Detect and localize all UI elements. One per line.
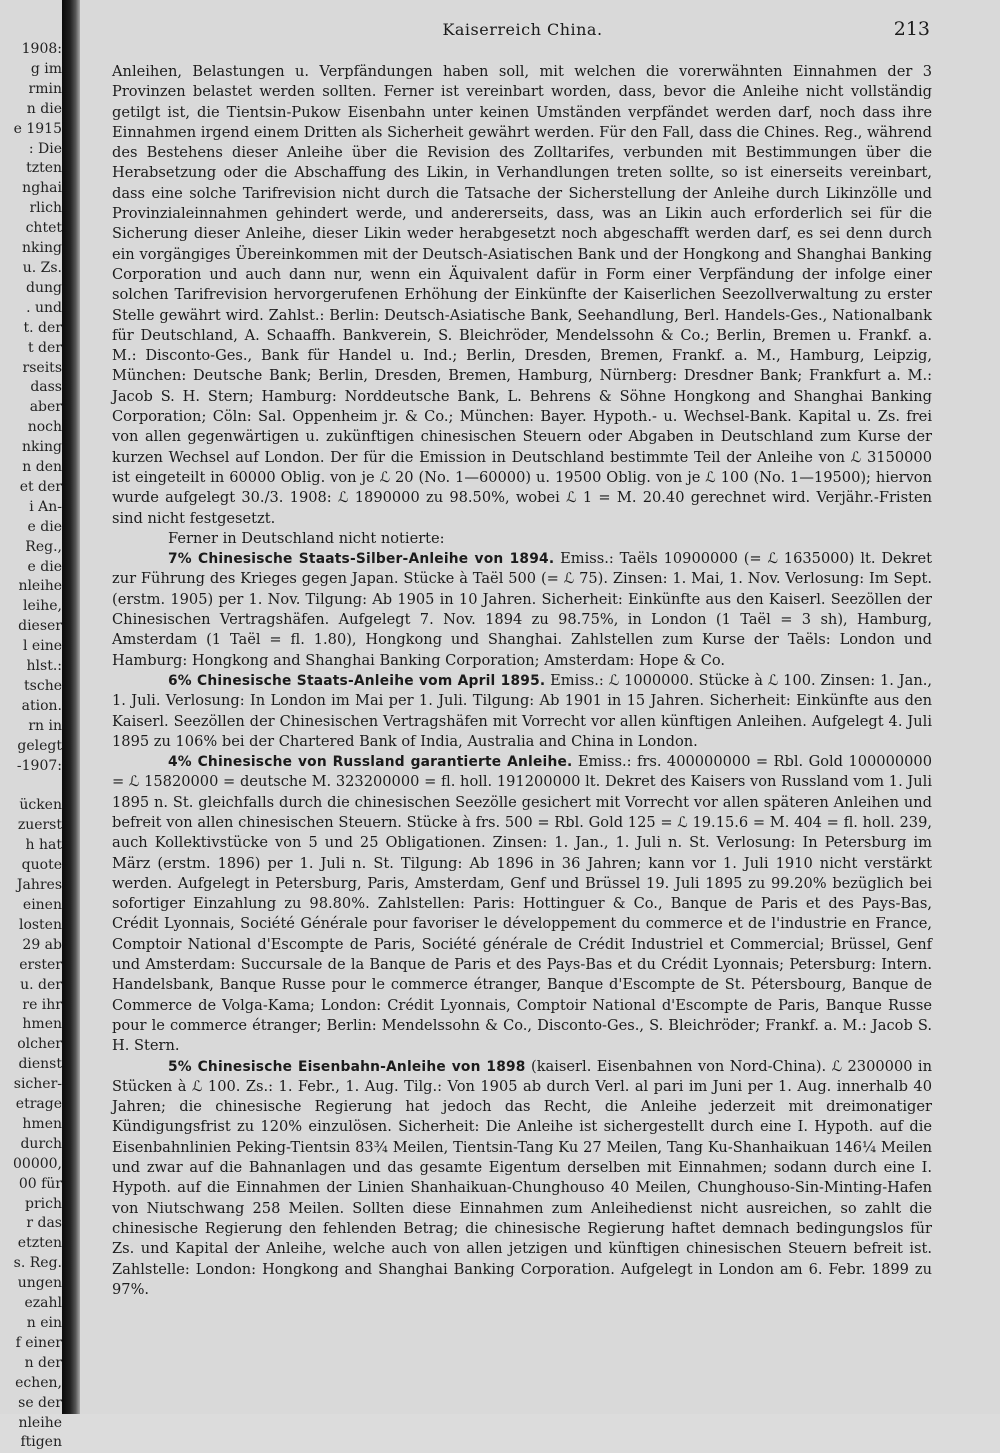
intro-paragraph: Anleihen, Belastungen u. Verpfändungen haben soll, mit welchen die vorerwähnten Einnahmen der 3 Provinzen belastet werden sollten. Ferner ist vereinbart worden, dass, bevor die Anleihe nicht vollständig getilgt ist, die Tientsin-Pukow Eisenbahn unter keinen Umständen verpfändet werden darf, noch dass ihre Einnahmen irgend einem Dritten als Sicherheit gewährt werden. Für den Fall, dass die Chines. Reg., während des Bestehens dieser Anleihe über die Revision des Zolltarifes, verbunden mit Bestimmungen über die Herabsetzung oder die Abschaffung des Likin, in Verhandlungen treten sollte, so ist einerseits vereinbart, dass eine solche Tarifrevision nicht durch die Tatsache der Sicherstellung der Anleihe durch Likinzölle und Provinzialeinnahmen gehindert werde, und andererseits, dass, was an Likin auch erforderlich sei für die Sicherung dieser Anleihe, dieser Likin weder herabgesetzt noch abgeschafft werden darf, es sei denn durch ein vorgängiges Übereinkommen mit der Deutsch-Asiatischen Bank und der Hongkong and Shanghai Banking Corporation und auch dann nur, wenn ein Äquivalent dafür in Form einer Verpfändung der infolge einer solchen Tarifrevision hervorgerufenen Erhöhung der Einkünfte der Kaiserlichen Seezollverwaltung zu erster Stelle gewährt wird. Zahlst.: Berlin: Deutsch-Asiatische Bank, Seehandlung, Berl. Handels-Ges., Nationalbank für Deutschland, A. Schaaffh. Bankverein, S. Bleichröder, Mendelssohn & Co.; Berlin, Bremen u. Frankf. a. M.: Disconto-Ges., Bank für Handel u. Ind.; Berlin, Dresden, Bremen, Frankf. a. M., Hamburg, Leipzig, München: Deutsche Bank; Berlin, Dresden, Bremen, Hamburg, Nürnberg: Dresdner Bank; Frankfurt a. M.: Jacob S. H. Stern; Hamburg: Norddeutsche Bank, L. Behrens & Söhne Hongkong and Shanghai Banking Corporation; Cöln: Sal. Oppenheim jr. & Co.; München: Bayer. Hypoth.- u. Wechsel-Bank. Kapital u. Zs. frei von allen gegenwärtigen u. zukünftigen chinesischen Steuern oder Abgaben in Deutschland zum Kurse der kurzen Wechsel auf London. Der für die Emission in Deutschland bestimmte Teil der Anleihe von ℒ 3150000 ist eingeteilt in 60000 Oblig. von je ℒ 20 (No. 1—60000) u. 19500 Oblig. von je ℒ 100 (No. 1—19500); hiervon wurde aufgelegt 30./3. 1908: ℒ 1890000 zu 98.50%, wobei ℒ 1 = M. 20.40 gerechnet wird. Verjähr.-Fristen sind nicht festgesetzt. (112, 63, 932, 527)
loan-section-title: 4% Chinesische von Russland garantierte Anleihe. (168, 754, 573, 771)
margin-fragment: echen, (15, 1374, 62, 1391)
margin-fragment: : Die (28, 140, 62, 157)
margin-fragment: sicher- (13, 1076, 62, 1093)
loan-section-title: 5% Chinesische Eisenbahn-Anleihe von 1898 (168, 1058, 526, 1075)
margin-fragment: hmen (22, 1016, 62, 1033)
loan-section-1895 (112, 671, 932, 752)
previous-page-margin-fragments (0, 40, 62, 1451)
margin-fragment: ftigen (20, 1434, 62, 1451)
margin-fragment: e 1915 (13, 120, 62, 137)
margin-fragment: nleihe (18, 1414, 62, 1431)
margin-fragment: 00 für (18, 1175, 62, 1192)
margin-fragment: t. der (23, 319, 62, 336)
subheading: Ferner in Deutschland nicht notierte: (168, 529, 445, 547)
margin-fragment: erster (19, 956, 62, 973)
margin-fragment: leihe, (23, 598, 62, 615)
margin-fragment: tsche (24, 678, 62, 694)
margin-fragment: se der (18, 1394, 62, 1411)
page-number: 213 (893, 18, 930, 40)
margin-fragment: nghai (22, 180, 62, 197)
margin-fragment: aber (29, 399, 62, 416)
margin-fragment: e die (27, 558, 62, 575)
margin-fragment: ücken (19, 797, 62, 814)
margin-fragment: hmen (22, 1115, 62, 1132)
margin-fragment: olcher (17, 1036, 62, 1053)
loan-section-text: Emiss.: Taëls 10900000 (= ℒ 1635000) lt. Dekret zur Führung des Krieges gegen Japan. Stücke à Taël 500 (= ℒ 75). Zinsen: 1. Mai, 1. Nov. Verlosung: Im Sept. (erstm. 1905) per 1. Nov. Tilgung: Ab 1905 in 10 Jahren. Sicherheit: Einkünfte aus den Kaiserl. Seezöllen der Chinesischen Vertragshäfen. Aufgelegt 7. Nov. 1894 zu 98.75%, in London (1 Taël = 3 sh), Hamburg, Amsterdam (1 Taël = fl. 1.80), Hongkong und Shanghai. Zahlstellen zum Kurse der Taëls: London und Hamburg: Hongkong and Shanghai Banking Corporation; Amsterdam: Hope & Co. (112, 550, 932, 669)
book-gutter-shadow (62, 0, 80, 1414)
margin-fragment: dieser (18, 618, 62, 635)
loan-section-text: Emiss.: frs. 400000000 = Rbl. Gold 100000000 = ℒ 15820000 = deutsche M. 323200000 = fl. holl. 191200000 lt. Dekret des Kaisers von Russland vom 1. Juli 1895 n. St. gleichfalls durch die chinesischen Seezölle gesichert mit Vorrecht vor allen späteren Anleihen und befreit von allen chinesischen Steuern. Stücke à frs. 500 = Rbl. Gold 125 = ℒ 19.15.6 = M. 404 = fl. holl. 239, auch Kollektivstücke von 5 und 25 Obligationen. Zinsen: 1. Jan., 1. Juli n. St. Verlosung: In Petersburg im März (erstm. 1896) per 1. Juli n. St. Tilgung: Ab 1896 in 36 Jahren; kann vor 1. Juli 1910 nicht verstärkt werden. Aufgelegt in Petersburg, Paris, Amsterdam, Genf und Brüssel 19. Juli 1895 zu 99.20% bezüglich bei sofortiger Einzahlung zu 98.80%. Zahlstellen: Paris: Hottinguer & Co., Banque de Paris et des Pays-Bas, Crédit Lyonnais, Société Générale pour favoriser le développement du commerce et de l'industrie en France, Comptoir National d'Escompte de Paris, Société générale de Crédit Industriel et Commercial; Brüssel, Genf und Amsterdam: Succursale de la Banque de Paris et des Pays-Bas et du Crédit Lyonnais; Petersburg: Intern. Handelsbank, Banque Russe pour le commerce étranger, Banque d'Escompte de St. Pétersbourg, Banque de Commerce de Volga-Kama; London: Crédit Lyonnais, Comptoir National d'Escompte de Paris, Banque Russe pour le commerce étranger; Berlin: Mendelssohn & Co., Disconto-Ges., S. Bleichröder; Frankf. a. M.: Jacob S. H. Stern. (112, 753, 933, 1055)
margin-fragment: re ihr (22, 996, 62, 1013)
margin-fragment: ezahl (24, 1295, 62, 1312)
margin-fragment: losten (18, 916, 62, 933)
margin-fragment: dass (30, 379, 62, 396)
margin-fragment: tzten (26, 160, 62, 177)
margin-fragment: et der (19, 478, 62, 495)
margin-fragment: s. Reg. (13, 1255, 62, 1272)
margin-fragment: n der (24, 1354, 62, 1371)
loan-section-title: 6% Chinesische Staats-Anleihe vom April 1895. (168, 672, 546, 689)
page-body (112, 62, 932, 1300)
margin-fragment: nking (22, 240, 62, 257)
margin-fragment: ungen (17, 1275, 62, 1292)
margin-fragment: rseits (22, 359, 62, 376)
margin-fragment: dienst (18, 1056, 62, 1073)
margin-fragment: g im (30, 60, 62, 77)
margin-fragment: u. Zs. (22, 259, 62, 276)
margin-fragment: noch (27, 419, 62, 436)
margin-fragment: rn in (28, 717, 62, 734)
margin-fragment: f einer (15, 1334, 62, 1351)
margin-fragment: rmin (28, 80, 62, 97)
margin-fragment: gelegt (17, 737, 62, 754)
margin-fragment: r das (26, 1215, 62, 1232)
margin-fragment (0, 777, 62, 797)
running-header-title: Kaiserreich China. (442, 20, 603, 39)
margin-fragment: ation. (21, 697, 62, 714)
margin-fragment: . und (26, 299, 62, 316)
loan-section-text: (kaiserl. Eisenbahnen von Nord-China). ℒ 2300000 in Stücken à ℒ 100. Zs.: 1. Febr., 1. Aug. Tilg.: Von 1905 ab durch Verl. al pari im Juni per 1. Aug. innerhalb 40 Jahren; die chinesische Regierung hat jedoch das Recht, die Anleihe jederzeit mit dreimonatiger Kündigungsfrist zu 120% einzulösen. Sicherheit: Die Anleihe ist sichergestellt durch eine I. Hypoth. auf die Eisenbahnlinien Peking-Tientsin 83¾ Meilen, Tientsin-Tang Ku 27 Meilen, Tang Ku-Shanhaikuan 146¼ Meilen und zwar auf die Bahnanlagen und das gesamte Eigentum derselben mit Einnahmen; sodann durch eine I. Hypoth. auf die Einnahmen der Linien Shanhaikuan-Chunghouso 40 Meilen, Chunghouso-Sin-Minting-Hafen von Niutschwang 258 Meilen. Sollten diese Einnahmen zum Anleihedienst nicht ausreichen, so zahlt die chinesische Regierung den fehlenden Betrag; die chinesische Regierung haftet demnach bedingungslos für Zs. und Kapital der Anleihe, welche auch von allen jetzigen und künftigen chinesischen Steuern befreit ist. Zahlstelle: London: Hongkong and Shanghai Banking Corporation. Aufgelegt in London am 6. Febr. 1899 zu 97%. (112, 1057, 933, 1298)
margin-fragment: nking (22, 439, 62, 456)
margin-fragment: prich (25, 1195, 62, 1212)
margin-fragment: -1907: (16, 757, 62, 774)
margin-fragment: l eine (23, 638, 62, 655)
margin-fragment: n die (26, 100, 62, 117)
margin-fragment: nleihe (18, 578, 62, 595)
margin-fragment: Reg., (25, 538, 62, 555)
margin-fragment: etrage (15, 1096, 62, 1113)
margin-fragment: zuerst (17, 817, 62, 834)
loan-section-title: 7% Chinesische Staats-Silber-Anleihe von 1894. (168, 551, 555, 568)
margin-fragment: i An- (29, 498, 62, 515)
margin-fragment: rlich (29, 200, 62, 217)
margin-fragment: etzten (17, 1235, 62, 1252)
margin-fragment: n ein (26, 1315, 62, 1331)
loan-section-russia (112, 752, 932, 1056)
margin-fragment: durch (20, 1135, 62, 1152)
margin-fragment: dung (26, 279, 62, 296)
running-header (115, 20, 930, 46)
margin-fragment: chtet (25, 220, 62, 237)
margin-fragment: u. der (20, 976, 62, 993)
loan-section-1894 (112, 549, 932, 671)
margin-fragment: 1908: (21, 41, 62, 57)
margin-fragment: 29 ab (22, 936, 62, 953)
loan-section-text: Emiss.: ℒ 1000000. Stücke à ℒ 100. Zinsen: 1. Jan., 1. Juli. Verlosung: In London im Mai per 1. Juli. Tilgung: Ab 1901 in 15 Jahren. Sicherheit: Einkünfte aus den Kaiserl. Seezöllen der Chinesischen Vertragshäfen mit Vorrecht vor allen künftigen Anleihen. Aufgelegt 4. Juli 1895 zu 106% bei der Chartered Bank of India, Australia and China in London. (112, 671, 932, 750)
margin-fragment: hlst.: (26, 658, 62, 675)
loan-section-1898 (112, 1057, 932, 1301)
margin-fragment: h hat (25, 837, 62, 854)
margin-fragment: 00000, (13, 1155, 62, 1172)
margin-fragment: n den (22, 459, 62, 476)
margin-fragment: quote (21, 857, 62, 874)
margin-fragment: Jahres (16, 877, 62, 894)
margin-fragment: t der (27, 339, 62, 356)
margin-fragment: einen (22, 896, 62, 913)
margin-fragment: e die (27, 518, 62, 535)
